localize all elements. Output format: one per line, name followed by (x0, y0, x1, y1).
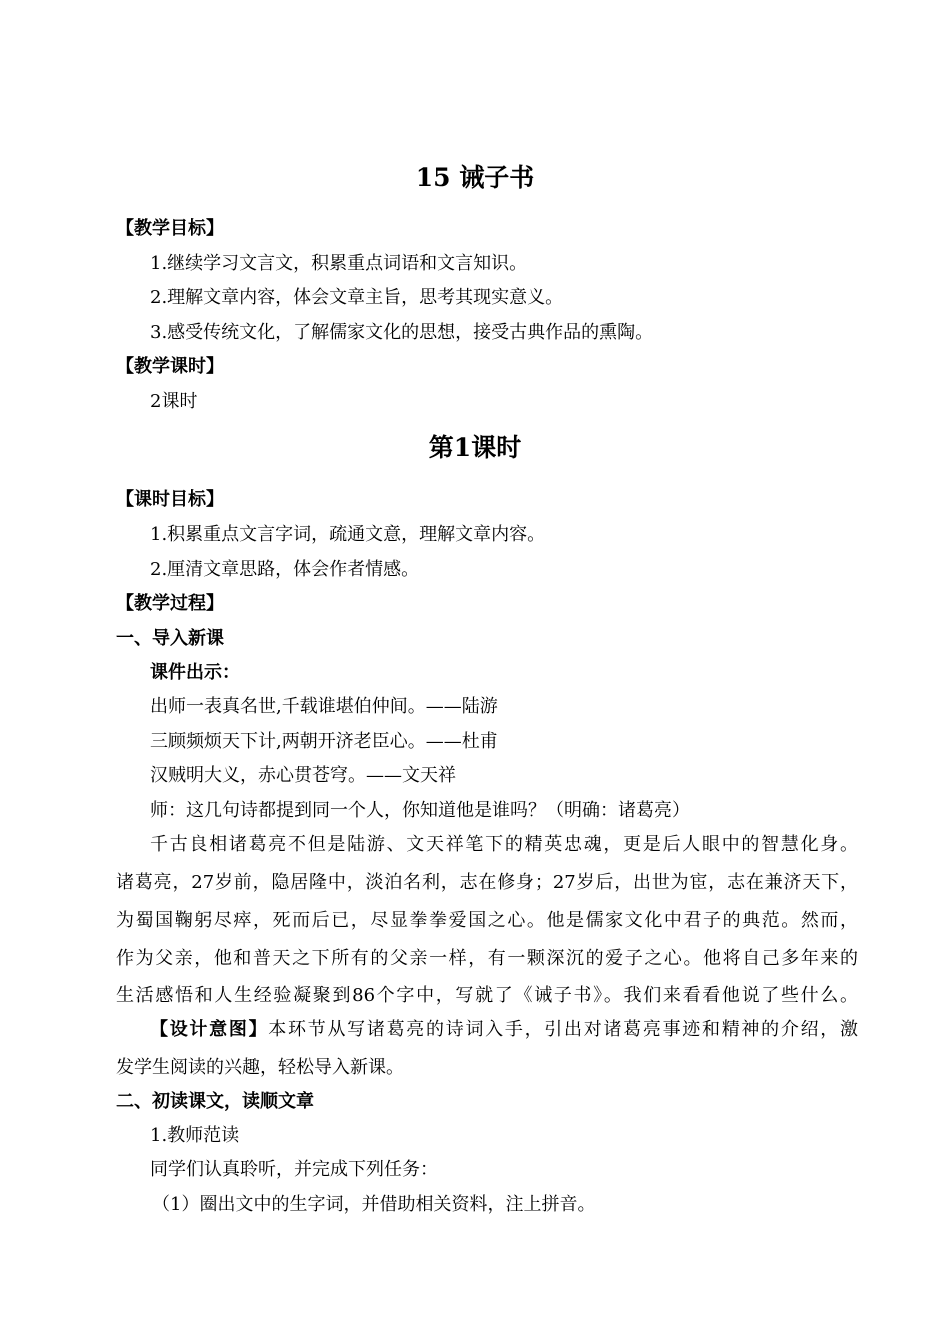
teacher-question: 师：这几句诗都提到同一个人，你知道他是谁吗？（明确：诸葛亮） (150, 800, 690, 821)
design-intent-line-2: 发学生阅读的兴趣，轻松导入新课。 (116, 1057, 404, 1078)
poem-line-3: 汉贼明大义，赤心贯苍穹。——文天祥 (150, 765, 456, 786)
lesson-goals-heading: 【课时目标】 (116, 489, 224, 510)
design-intent-line-1 (150, 1018, 858, 1042)
teaching-goals-heading: 【教学目标】 (116, 218, 224, 239)
paragraph-line-2: 诸葛亮，27岁前，隐居隆中，淡泊名利，志在修身；27岁后，出世为宦，志在兼济天下， (116, 872, 858, 893)
listen-instruction: 同学们认真聆听，并完成下列任务： (150, 1159, 438, 1180)
section-2-heading: 二、初读课文，读顺文章 (116, 1091, 314, 1112)
task-1: （1）圈出文中的生字词，并借助相关资料，注上拼音。 (152, 1194, 596, 1215)
design-intent-label: 【设计意图】 (150, 1019, 269, 1040)
lesson-goal-1: 1.积累重点文言字词，疏通文意，理解文章内容。 (150, 524, 546, 545)
paragraph-line-4: 作为父亲，他和普天之下所有的父亲一样，有一颗深沉的爱子之心。他将自己多年来的 (116, 948, 858, 969)
paragraph-line-3: 为蜀国鞠躬尽瘁，死而后已，尽显拳拳爱国之心。他是儒家文化中君子的典范。然而， (116, 910, 858, 931)
section-1-heading: 一、导入新课 (116, 628, 224, 649)
document-title: 15 诫子书 (415, 163, 535, 192)
courseware-label: 课件出示： (150, 662, 240, 683)
lesson-goal-2: 2.厘清文章思路，体会作者情感。 (150, 559, 420, 580)
goal-item-3: 3.感受传统文化，了解儒家文化的思想，接受古典作品的熏陶。 (150, 322, 654, 343)
process-heading: 【教学过程】 (116, 593, 224, 614)
goal-item-1: 1.继续学习文言文，积累重点词语和文言知识。 (150, 253, 528, 274)
teaching-hours-value: 2课时 (150, 391, 198, 412)
paragraph-line-1: 千古良相诸葛亮不但是陆游、文天祥笔下的精英忠魂，更是后人眼中的智慧化身。 (150, 834, 858, 855)
goal-item-2: 2.理解文章内容，体会文章主旨，思考其现实意义。 (150, 287, 564, 308)
poem-line-1: 出师一表真名世,千载谁堪伯仲间。——陆游 (150, 696, 498, 717)
poem-line-2: 三顾频烦天下计,两朝开济老臣心。——杜甫 (150, 731, 498, 752)
design-intent-text: 本环节从写诸葛亮的诗词入手，引出对诸葛亮事迹和精神的介绍，激 (268, 1019, 859, 1040)
lesson-1-title: 第1课时 (428, 433, 522, 462)
paragraph-line-5: 生活感悟和人生经验凝聚到86个字中，写就了《诫子书》。我们来看看他说了些什么。 (116, 985, 858, 1006)
step-1: 1.教师范读 (150, 1125, 240, 1146)
teaching-hours-heading: 【教学课时】 (116, 356, 224, 377)
